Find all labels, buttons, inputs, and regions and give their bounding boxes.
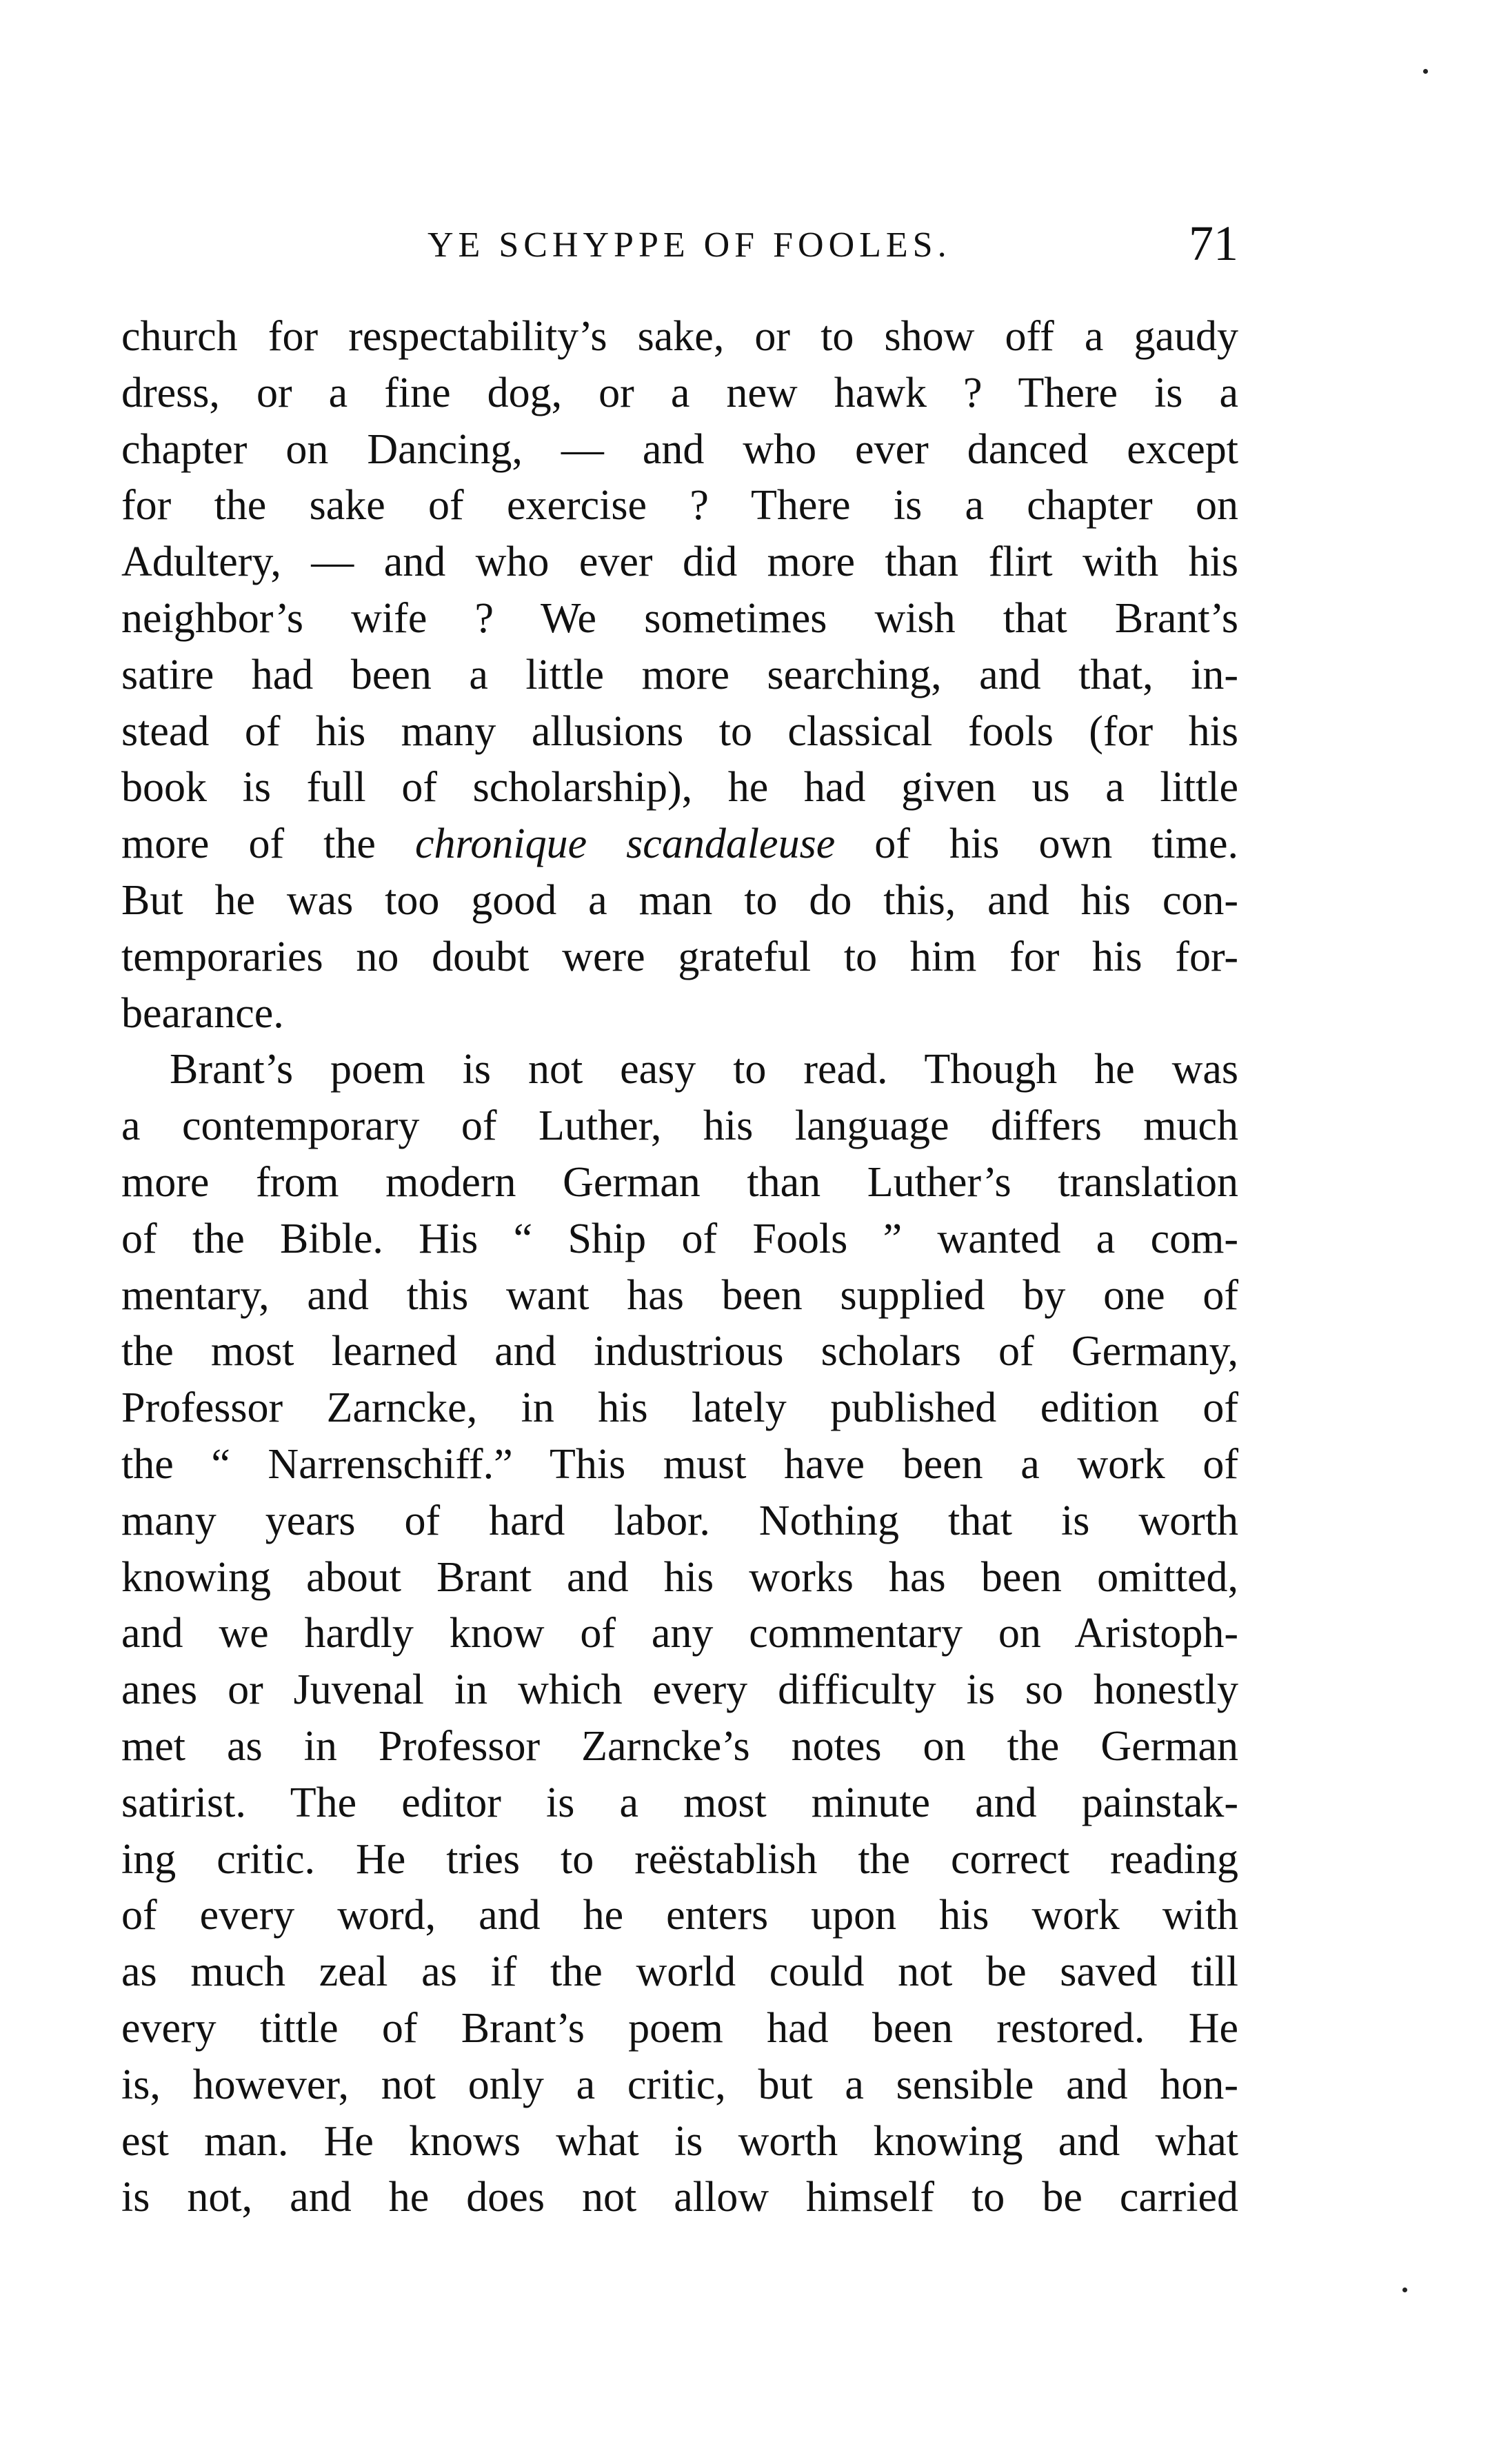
text-line: more from modern German than Luther’s translation [121, 1158, 1238, 1206]
text-line: book is full of scholarship), he had given us a little [121, 764, 1238, 811]
text-line: the “ Narrenschiff.” This must have been a work of [121, 1440, 1238, 1488]
text-line: satire had been a little more searching, and that, in- [121, 651, 1238, 698]
text-line: chapter on Dancing, — and who ever danced except [121, 425, 1238, 473]
text-line: stead of his many allusions to classical fools (for his [121, 707, 1238, 755]
ink-speck [1423, 69, 1428, 74]
text-segment: more of the [121, 820, 416, 868]
text-line: church for respectability’s sake, or to show off a gaudy [121, 313, 1238, 360]
running-head [121, 215, 1238, 277]
ink-speck [1402, 2288, 1407, 2292]
text-line: anes or Juvenal in which every difficulty is so honestly [121, 1666, 1238, 1714]
text-line: temporaries no doubt were grateful to him for his for- [121, 933, 1238, 980]
text-line: neighbor’s wife ? We sometimes wish that Brant’s [121, 594, 1238, 642]
text-line: But he was too good a man to do this, and his con- [121, 876, 1238, 924]
text-line: many years of hard labor. Nothing that is worth [121, 1497, 1238, 1544]
text-line: every tittle of Brant’s poem had been restored. He [121, 2004, 1238, 2052]
text-line: as much zeal as if the world could not be saved till [121, 1948, 1238, 1996]
text-line: knowing about Brant and his works has been omitted, [121, 1553, 1238, 1601]
paragraph-end-line: bearance. [121, 989, 284, 1037]
text-line: dress, or a fine dog, or a new hawk ? There is a [121, 369, 1238, 416]
text-line: is not, and he does not allow himself to be carried [121, 2174, 1238, 2221]
text-line: Adultery, — and who ever did more than flirt with his [121, 538, 1238, 586]
text-line: est man. He knows what is worth knowing and what [121, 2117, 1238, 2165]
text-line: for the sake of exercise ? There is a chapter on [121, 482, 1238, 529]
text-line: Professor Zarncke, in his lately published edition of [121, 1384, 1238, 1432]
text-line [121, 816, 1238, 873]
text-line: a contemporary of Luther, his language differs much [121, 1102, 1238, 1150]
text-segment: of his own time. [835, 820, 1238, 868]
text-line: mentary, and this want has been supplied by one of [121, 1271, 1238, 1319]
paragraph-first-line: Brant’s poem is not easy to read. Though he was [170, 1046, 1238, 1093]
text-line: met as in Professor Zarncke’s notes on the German [121, 1722, 1238, 1770]
italic-phrase: chronique scandaleuse [415, 820, 836, 868]
text-line: of the Bible. His “ Ship of Fools ” wanted a com- [121, 1215, 1238, 1262]
text-line: is, however, not only a critic, but a sensible and hon- [121, 2061, 1238, 2108]
text-line: the most learned and industrious scholars of Germany, [121, 1328, 1238, 1375]
text-line: satirist. The editor is a most minute and painstak- [121, 1779, 1238, 1826]
text-line: of every word, and he enters upon his work with [121, 1892, 1238, 1939]
page-number: 71 [1189, 216, 1238, 271]
text-line: ing critic. He tries to reëstablish the correct reading [121, 1835, 1238, 1883]
body-text [121, 309, 1238, 2226]
running-title: YE SCHYPPE OF FOOLES. [427, 225, 952, 265]
text-line: and we hardly know of any commentary on Aristoph- [121, 1610, 1238, 1657]
